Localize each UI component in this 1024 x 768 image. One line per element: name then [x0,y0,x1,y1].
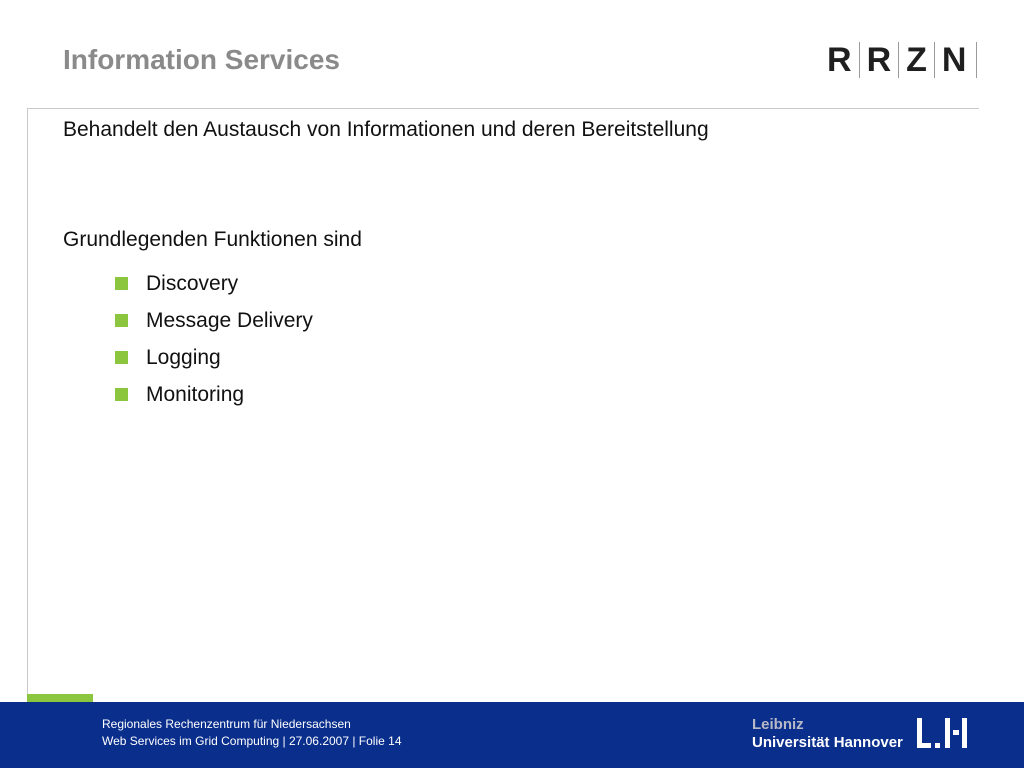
logo-letter: Z [906,41,927,79]
footer-organization: Regionales Rechenzentrum für Niedersachsen [102,717,351,731]
bullet-item [115,339,313,376]
left-divider [27,108,28,694]
green-square-bullet-icon [115,351,128,364]
rrzn-logo [820,40,977,80]
university-logo [752,714,992,758]
bullet-item [115,302,313,339]
bullet-item [115,376,313,413]
bullet-item [115,265,313,302]
bullet-text: Message Delivery [146,308,313,332]
title-divider [27,108,979,109]
bullet-text: Logging [146,345,221,369]
bullet-text: Discovery [146,271,239,295]
bullet-list [115,265,313,413]
logo-letter: R [827,41,852,79]
green-square-bullet-icon [115,277,128,290]
luh-logo-mark-icon [915,718,981,748]
green-square-bullet-icon [115,388,128,401]
footer-presentation-info: Web Services im Grid Computing | 27.06.2007 | Folie 14 [102,734,402,748]
footer [0,702,1024,768]
bullet-text: Monitoring [146,382,245,406]
university-name-line2: Universität Hannover [752,734,903,751]
slide-subtitle: Behandelt den Austausch von Informationen und deren Bereitstellung [63,118,709,141]
slide-title: Information Services [63,44,340,75]
university-name-line1: Leibniz [752,716,804,733]
section-heading: Grundlegenden Funktionen sind [63,228,362,251]
logo-divider [976,42,977,78]
logo-letter: N [941,41,967,79]
footer-accent-bar [27,694,93,702]
green-square-bullet-icon [115,314,128,327]
logo-letter: R [866,41,892,79]
